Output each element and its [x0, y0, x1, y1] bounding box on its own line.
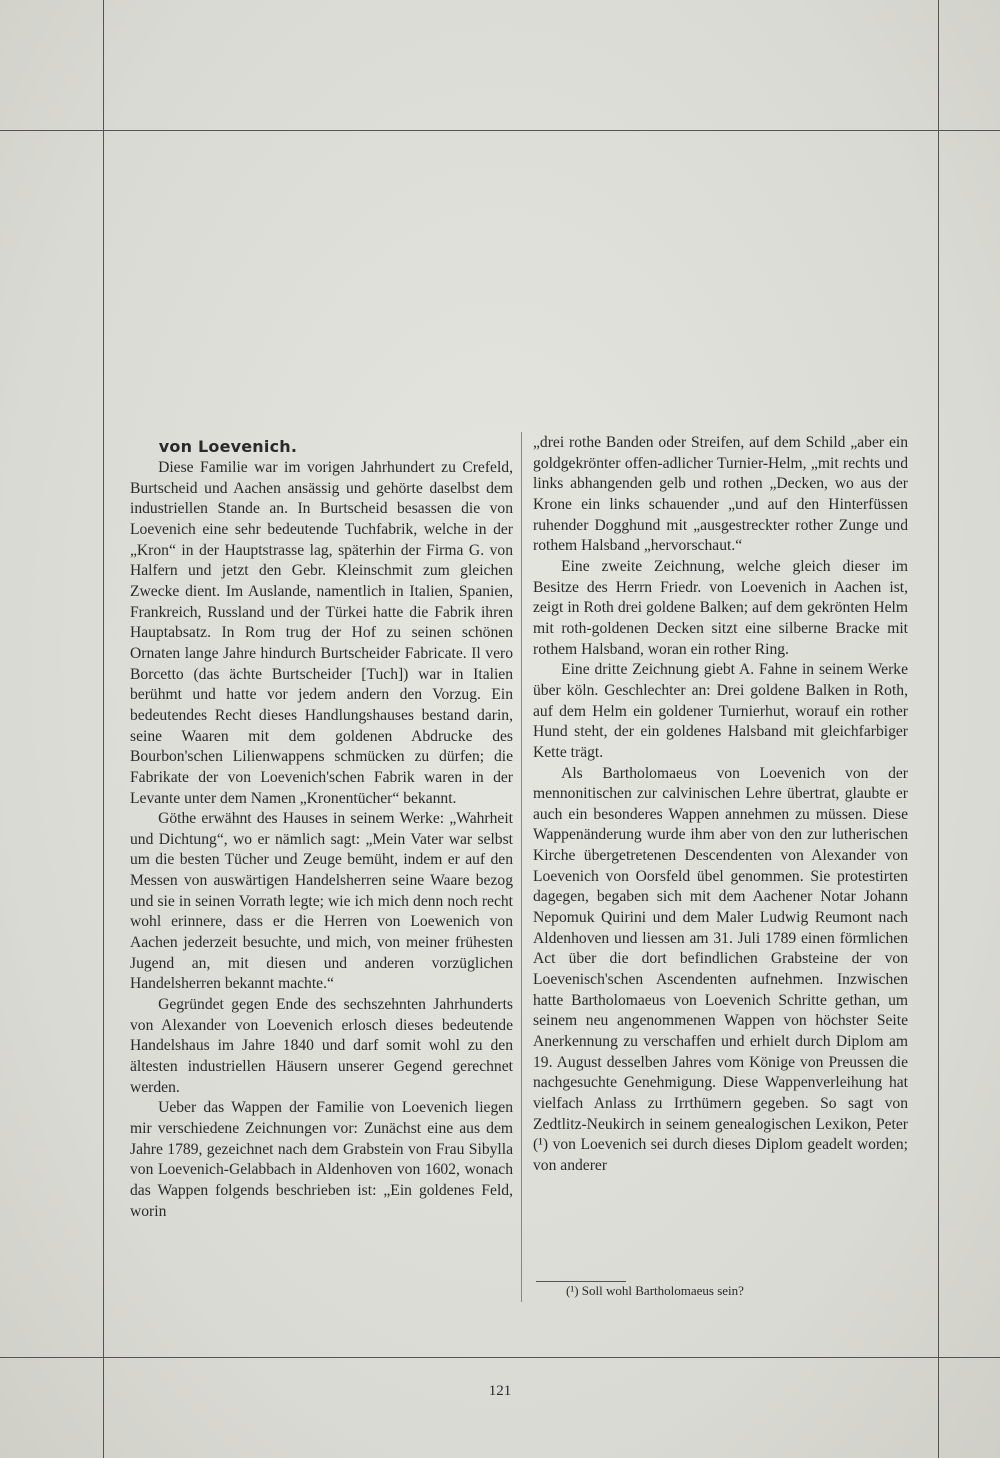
- paragraph-7: Als Bartholomaeus von Loevenich von der mennonitischen zur calvinischen Lehre übertrat, glaubte er auch ein besonderes Wappen annehmen zu müssen. Diese Wappenänderung wurde ihm aber von den zur lutherischen Kirche übergetretenen Descendenten von Alexander von Loevenich von Oorsfeld übel genommen. Sie protestirten dagegen, begaben sich mit dem Aachener Notar Johann Nepomuk Quirini und dem Maler Ludwig Reumont nach Aldenhoven und liessen am 31. Juli 1789 einen förmlichen Act über die dort befindlichen Grabsteine der von Loevenisch'schen Ascendenten aufnehmen. Inzwischen hatte Bartholomaeus von Loevenich Schritte gethan, um seinem neu angenommenen Wappen von höchster Seite Anerkennung zu verschaffen und erhielt durch Diplom am 19. August desselben Jahres vom Könige von Preussen die nachgesuchte Genehmigung. Diese Wappenverleihung hat vielfach Anlass zu Irrthümern gegeben. So sagt von Zedtlitz-Neukirch in seinem genealogischen Lexikon, Peter (¹) von Loevenich sei durch dieses Diplom geadelt worden; von anderer: [533, 764, 908, 1174]
- paragraph-1: Diese Familie war im vorigen Jahrhundert zu Crefeld, Burtscheid und Aachen ansässig und gehörte daselbst dem industriellen Stande an. In Burtscheid besassen die von Loevenich eine sehr bedeutende Tuchfabrik, welche in der „Kron“ in der Hauptstrasse lag, späterhin der Firma G. von Halfern und jetzt den Gebr. Kleinschmit zum gleichen Zwecke dient. Im Auslande, namentlich in Italien, Spanien, Frankreich, Russland und der Türkei hatte die Fabrik ihren Hauptabsatz. In Rom trug der Hof zu seinen schönen Ornaten lange Jahre hindurch Burtscheider Fabricate. Il vero Borcetto (das ächte Burtscheider [Tuch]) war in Italien berühmt und hatte vor jedem andern den Vorzug. Ein bedeutendes Recht dieses Handlungshauses bestand darin, seine Waaren mit dem goldenen Abdrucke des Bourbon'schen Lilienwappens schmücken zu dürfen; die Fabrikate der von Loevenich'schen Fabrik waren in der Levante unter dem Namen „Kronentücher“ bekannt.: [130, 459, 513, 807]
- paragraph-3: Gegründet gegen Ende des sechszehnten Jahrhunderts von Alexander von Loevenich erlosch dieses bedeutende Handelshaus im Jahre 1840 und darf somit wohl zu den ältesten industriellen Häusern unserer Gegend gerechnet werden.: [130, 996, 513, 1096]
- paragraph-6: Eine dritte Zeichnung giebt A. Fahne in seinem Werke über köln. Geschlechter an: Drei goldene Balken in Roth, auf dem Helm ein goldener Turnierhut, worauf ein rother Hund steht, der ein goldenes Halsband mit gleichfarbiger Kette trägt.: [533, 661, 908, 761]
- quote-continuation: „drei rothe Banden oder Streifen, auf dem Schild „aber ein goldgekrönter offen-adlicher Turnier-Helm, „mit rechts und links abhangenden gelb und rothen „Decken, wo aus der Krone ein links schauender „und auf den Hinterfüssen ruhender Dogghund mit „ausgestreckter rother Zunge und rothem Halsband „hervorschaut.“: [533, 434, 908, 555]
- right-column: [533, 433, 908, 1177]
- top-crop-line: [0, 130, 1000, 131]
- paragraph-5: Eine zweite Zeichnung, welche gleich dieser im Besitze des Herrn Friedr. von Loevenich in Aachen ist, zeigt in Roth drei goldene Balken; auf dem gekrönten Helm mit roth-goldenen Decken sitzt eine silberne Bracke mit rothem Halsband, woran ein rother Ring.: [533, 557, 908, 658]
- footnote: (¹) Soll wohl Bartholomaeus sein?: [566, 1283, 744, 1298]
- right-crop-line: [938, 0, 939, 1458]
- bottom-crop-line: [0, 1357, 1000, 1358]
- article-heading: von Loevenich.: [158, 437, 298, 456]
- left-crop-line: [103, 0, 104, 1458]
- column-divider: [521, 432, 522, 1302]
- paragraph-4: Ueber das Wappen der Familie von Loevenich liegen mir verschiedene Zeichnungen vor: Zunächst eine aus dem Jahre 1789, gezeichnet nach dem Grabstein von Frau Sibylla von Loevenich-Gelabbach in Aldenhoven von 1602, wonach das Wappen folgends beschrieben ist: „Ein goldenes Feld, worin: [130, 1099, 513, 1220]
- left-column: [130, 436, 513, 1222]
- page-number: 121: [488, 1383, 512, 1399]
- paragraph-2: Göthe erwähnt des Hauses in seinem Werke: „Wahrheit und Dichtung“, wo er nämlich sagt: „Mein Vater war selbst um die besten Tücher und Zeuge bemüht, indem er auf den Messen von auswärtigen Handelsherren seine Waare bezog und sie in seinen Vorrath legte; wie ich mich denn noch recht wohl erinnere, dass er die Herren von Loewenich von Aachen jederzeit besuchte, und mich, von meiner frühesten Jugend an, mit diesen und anderen vorzüglichen Handelsherren bekannt machte.“: [130, 810, 513, 993]
